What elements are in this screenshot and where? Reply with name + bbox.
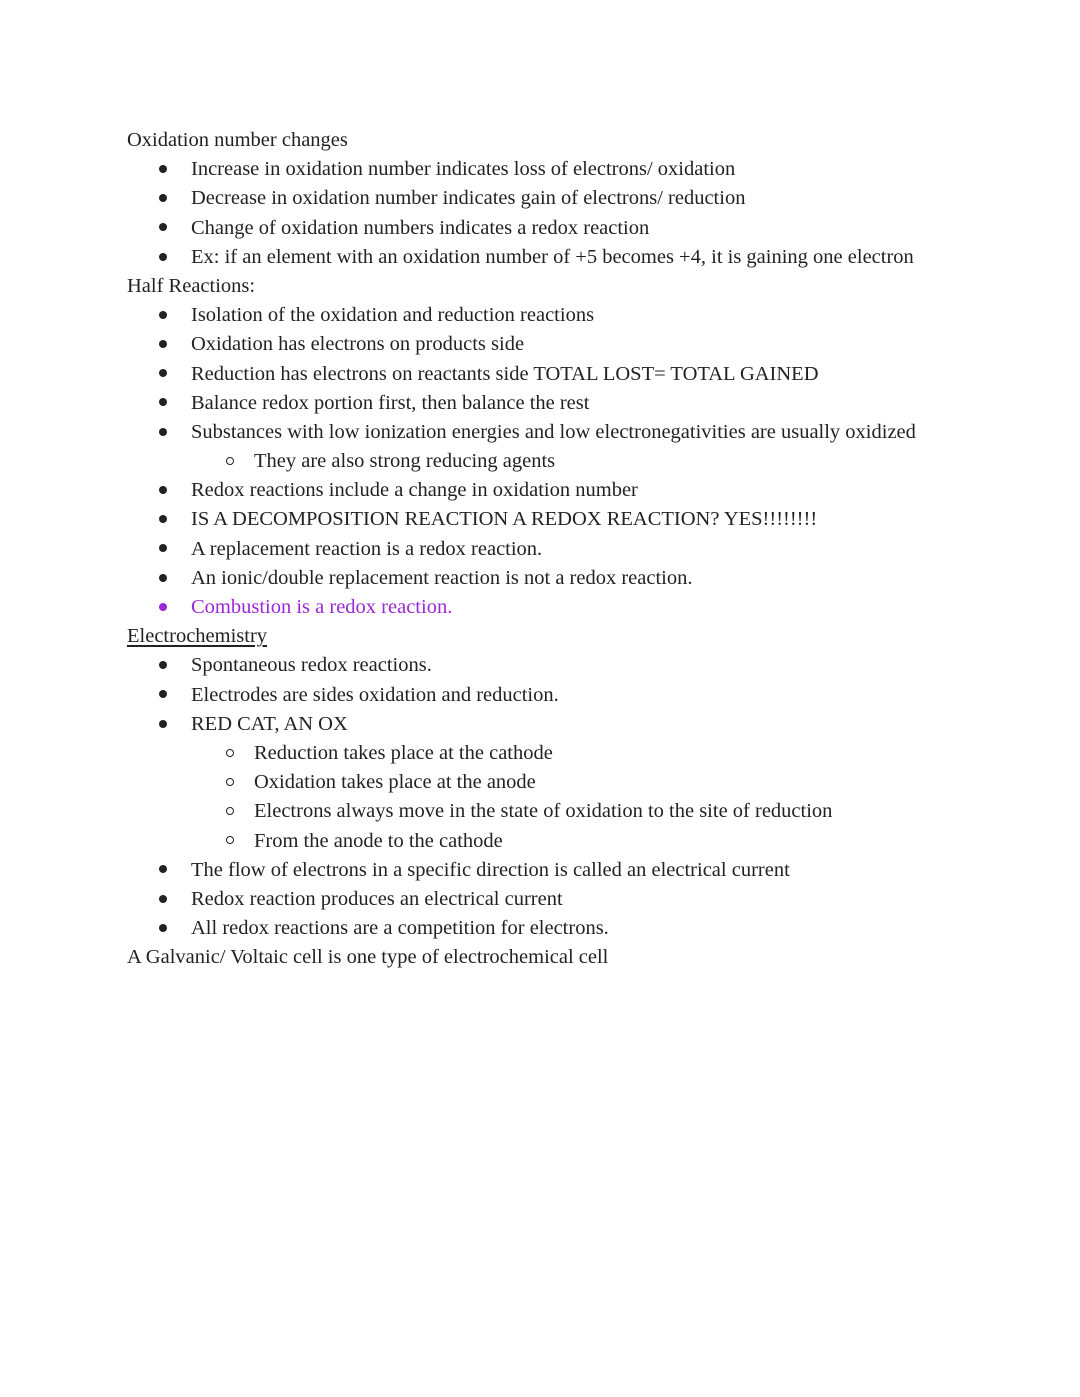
list-item	[127, 651, 957, 680]
bullet-icon	[155, 155, 171, 184]
sub-list-item	[127, 739, 957, 768]
list-item-text: Ex: if an element with an oxidation number of +5 becomes +4, it is gaining one electron	[191, 245, 914, 268]
list-item	[127, 389, 957, 418]
highlighted-list-item	[127, 593, 957, 622]
list-item	[127, 505, 957, 534]
list-item-text: Spontaneous redox reactions.	[191, 654, 432, 677]
list-item	[127, 301, 957, 330]
bullet-icon	[155, 301, 171, 330]
bullet-icon	[155, 535, 171, 564]
bullet-icon	[155, 184, 171, 213]
hollow-bullet-icon	[222, 768, 238, 797]
bullet-icon	[155, 243, 171, 272]
list-item-text: Balance redox portion first, then balance the rest	[191, 391, 590, 414]
list-item	[127, 564, 957, 593]
list-item	[127, 856, 957, 885]
list-item-text: Increase in oxidation number indicates loss of electrons/ oxidation	[191, 158, 736, 181]
list-item	[127, 184, 957, 213]
list-item	[127, 214, 957, 243]
bullet-icon	[155, 914, 171, 943]
list-item-text: An ionic/double replacement reaction is not a redox reaction.	[191, 566, 693, 589]
notes-content	[127, 126, 957, 972]
sub-list-item-text: Oxidation takes place at the anode	[254, 771, 536, 794]
sub-list-item	[127, 827, 957, 856]
list-item-text: The flow of electrons in a specific direction is called an electrical current	[191, 858, 790, 881]
bullet-icon	[155, 681, 171, 710]
list-item-text: A replacement reaction is a redox reaction.	[191, 537, 543, 560]
bullet-icon	[155, 360, 171, 389]
list-item-text: RED CAT, AN OX	[191, 712, 348, 735]
list-item-text: IS A DECOMPOSITION REACTION A REDOX REACTION? YES!!!!!!!!	[191, 508, 818, 531]
bullet-icon	[155, 593, 171, 622]
sub-list-item	[127, 768, 957, 797]
hollow-bullet-icon	[222, 739, 238, 768]
bullet-icon	[155, 505, 171, 534]
list-item	[127, 155, 957, 184]
sub-list-item-text: Reduction takes place at the cathode	[254, 741, 553, 764]
list-item	[127, 476, 957, 505]
list-item-text: Combustion is a redox reaction.	[191, 596, 453, 618]
list-item-text: Decrease in oxidation number indicates gain of electrons/ reduction	[191, 187, 746, 210]
sub-list-item	[127, 797, 957, 826]
bullet-icon	[155, 476, 171, 505]
heading-electrochemistry: Electrochemistry	[127, 625, 268, 648]
list-item	[127, 681, 957, 710]
list-item	[127, 243, 957, 272]
list-item-text: Redox reactions include a change in oxidation number	[191, 479, 638, 502]
hollow-bullet-icon	[222, 797, 238, 826]
hollow-bullet-icon	[222, 447, 238, 476]
list-item-text: Electrodes are sides oxidation and reduction.	[191, 683, 559, 706]
sub-list-item-text: From the anode to the cathode	[254, 829, 503, 852]
list-item	[127, 535, 957, 564]
list-item	[127, 710, 957, 739]
sub-list-item	[127, 447, 957, 476]
hollow-bullet-icon	[222, 827, 238, 856]
bullet-icon	[155, 651, 171, 680]
bullet-icon	[155, 856, 171, 885]
bullet-icon	[155, 214, 171, 243]
bullet-icon	[155, 710, 171, 739]
list-item-text: Substances with low ionization energies and low electronegativities are usually oxidized	[191, 420, 916, 443]
bullet-icon	[155, 418, 171, 447]
list-item	[127, 914, 957, 943]
sub-list-item-text: They are also strong reducing agents	[254, 450, 556, 473]
heading-oxidation-number-changes: Oxidation number changes	[127, 129, 348, 151]
list-item	[127, 418, 957, 447]
list-item	[127, 360, 957, 389]
bullet-icon	[155, 885, 171, 914]
heading-half-reactions: Half Reactions:	[127, 274, 256, 297]
list-item-text: Reduction has electrons on reactants side TOTAL LOST= TOTAL GAINED	[191, 362, 819, 385]
list-item-text: All redox reactions are a competition for electrons.	[191, 917, 609, 940]
list-item-text: Oxidation has electrons on products side	[191, 333, 525, 356]
list-item	[127, 330, 957, 359]
closing-line: A Galvanic/ Voltaic cell is one type of electrochemical cell	[127, 946, 609, 969]
list-item-text: Redox reaction produces an electrical current	[191, 887, 563, 910]
list-item-text: Change of oxidation numbers indicates a redox reaction	[191, 216, 650, 239]
bullet-icon	[155, 389, 171, 418]
bullet-icon	[155, 330, 171, 359]
list-item	[127, 885, 957, 914]
bullet-icon	[155, 564, 171, 593]
list-item-text: Isolation of the oxidation and reduction reactions	[191, 304, 595, 327]
sub-list-item-text: Electrons always move in the state of oxidation to the site of reduction	[254, 800, 833, 823]
